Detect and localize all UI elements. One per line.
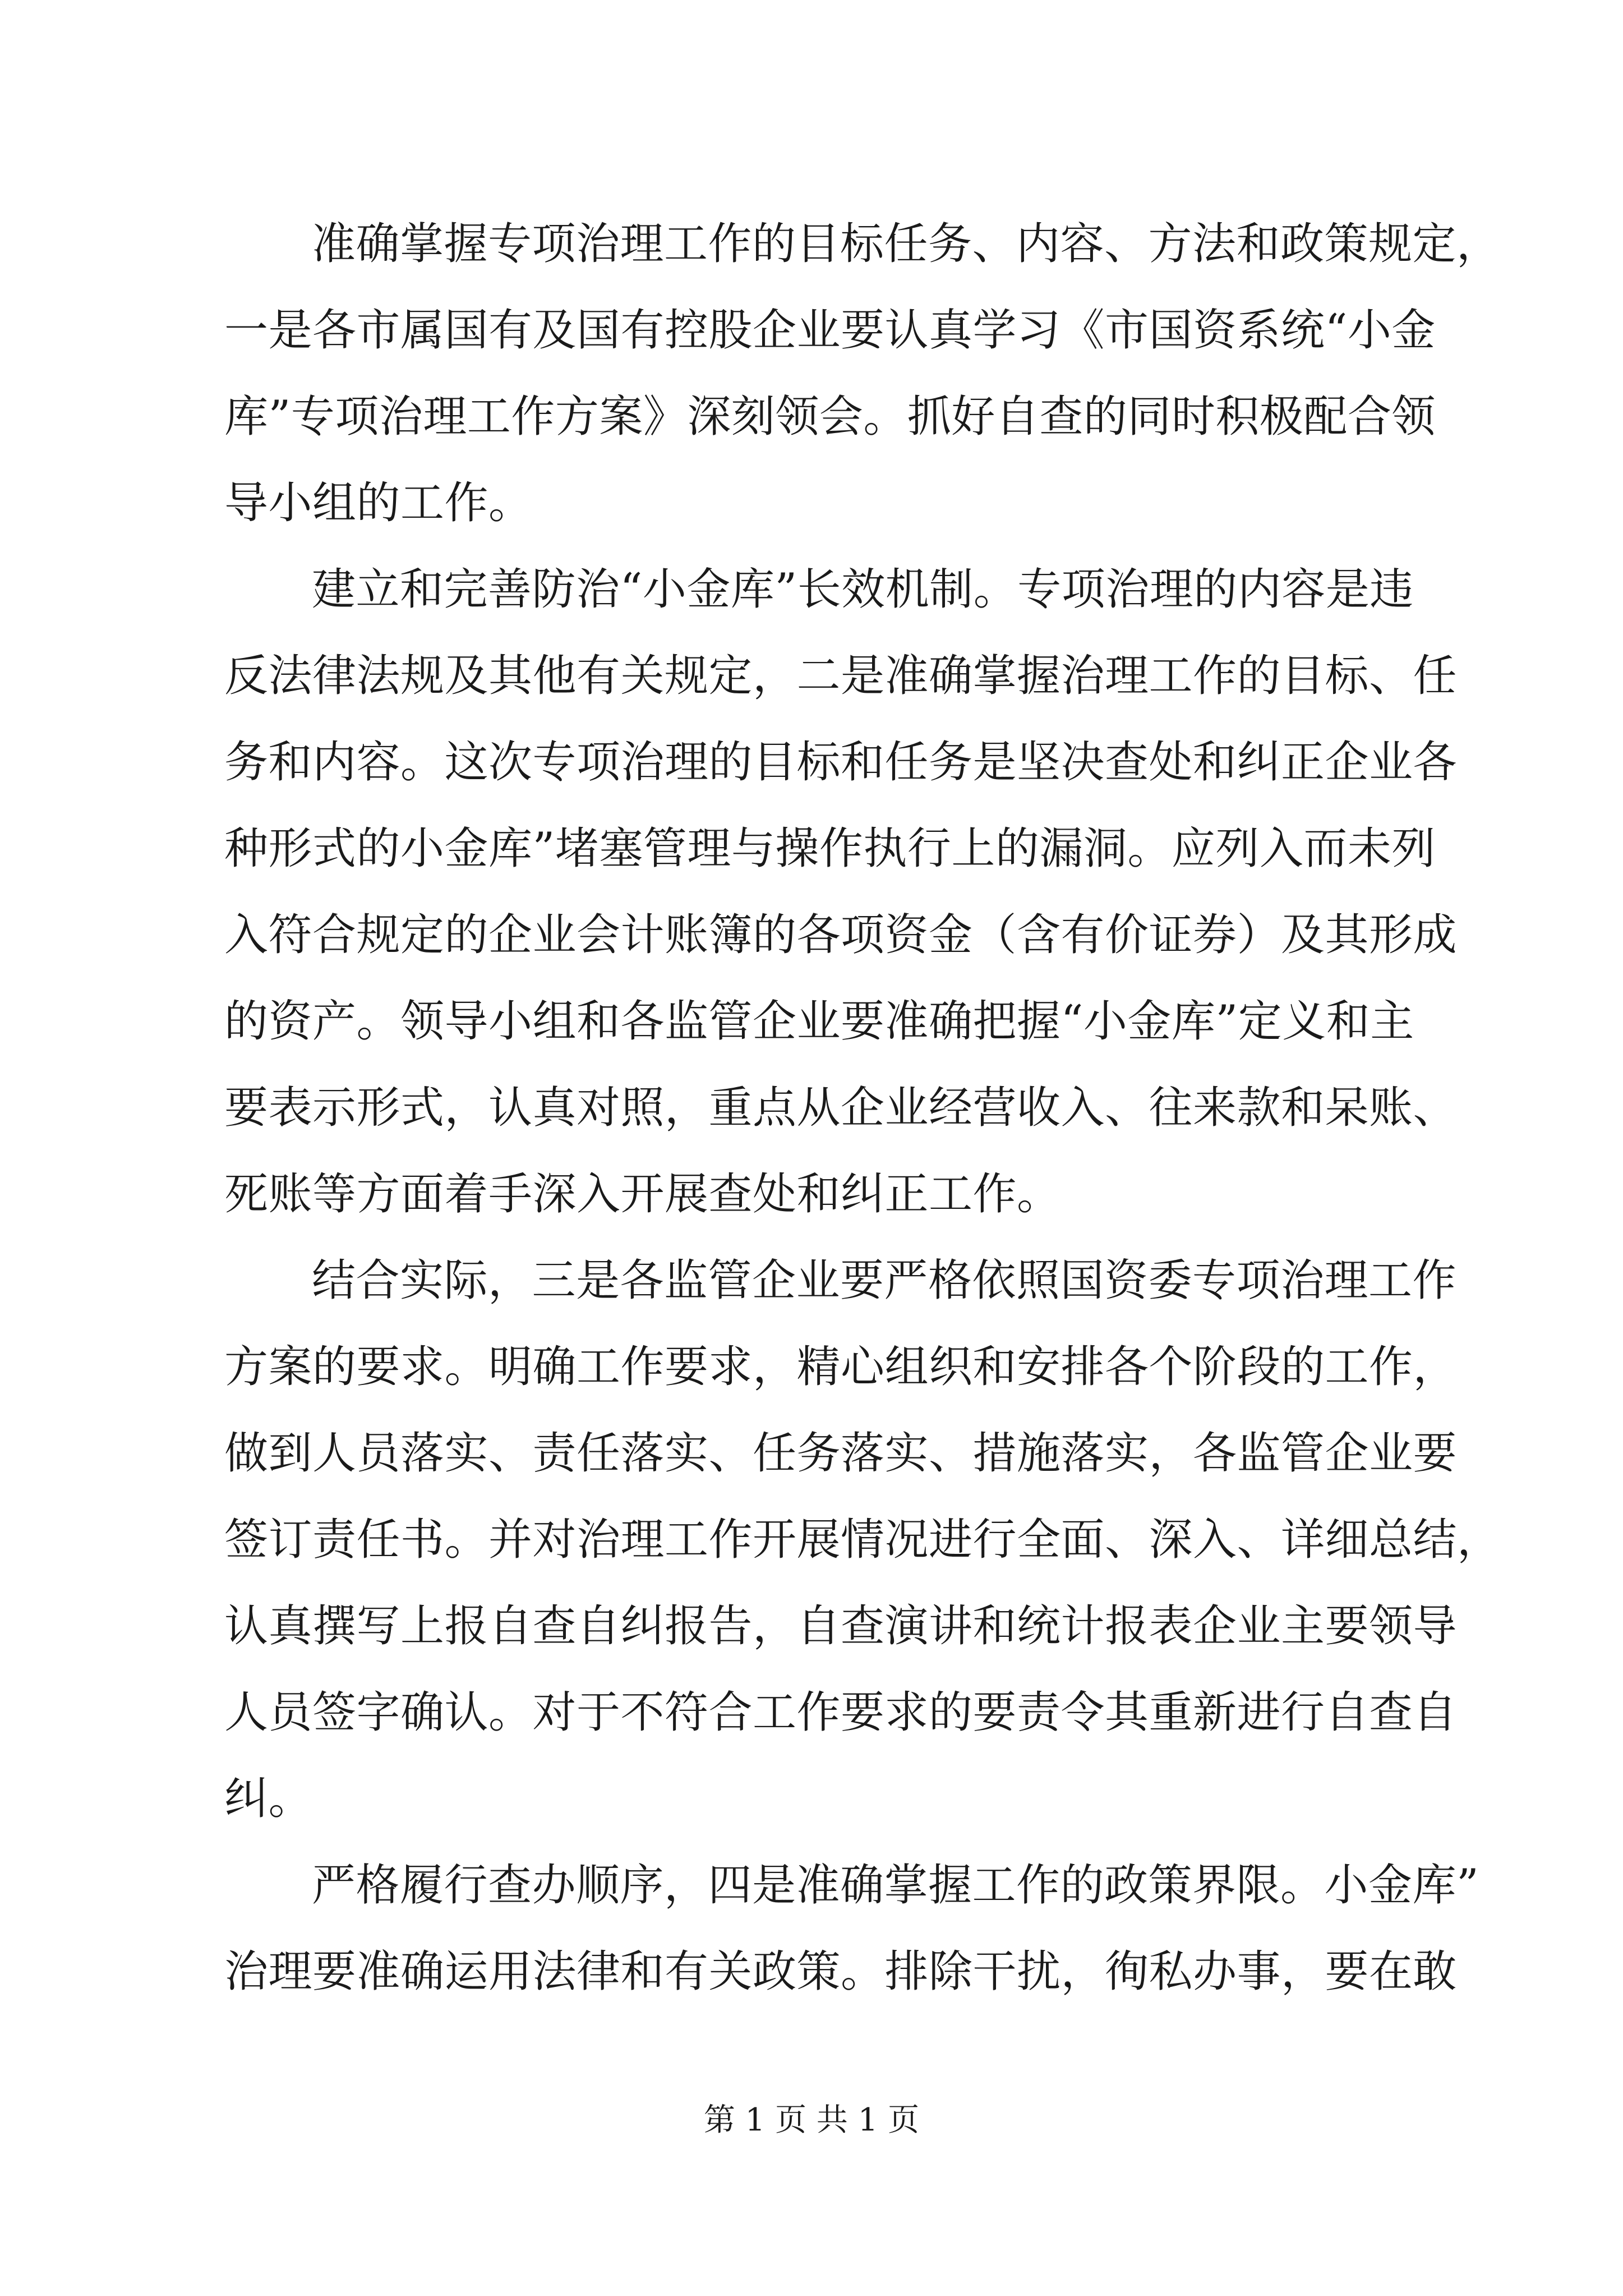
text-line: 务和内容。这次专项治理的目标和任务是坚决查处和纠正企业各 [224, 737, 1458, 788]
text-line: 签订责任书。并对治理工作开展情况进行全面、深入、详细总结， [224, 1515, 1501, 1565]
text-line: 纠。 [224, 1774, 313, 1824]
text-line: 反法律法规及其他有关规定，二是准确掌握治理工作的目标、任 [224, 651, 1458, 701]
text-line: 治理要准确运用法律和有关政策。排除干扰，徇私办事，要在敢 [224, 1947, 1458, 1997]
text-line: 准确掌握专项治理工作的目标任务、内容、方法和政策规定， [312, 219, 1501, 269]
text-line: 要表示形式，认真对照，重点从企业经营收入、往来款和呆账、 [224, 1083, 1458, 1133]
text-line: 导小组的工作。 [224, 478, 533, 528]
text-line: 做到人员落实、责任落实、任务落实、措施落实，各监管企业要 [224, 1428, 1458, 1479]
text-line: 建立和完善防治“小金库”长效机制。专项治理的内容是违 [312, 564, 1414, 615]
text-line: 结合实际，三是各监管企业要严格依照国资委专项治理工作 [312, 1255, 1457, 1306]
text-line: 方案的要求。明确工作要求，精心组织和安排各个阶段的工作， [224, 1342, 1458, 1392]
text-line: 死账等方面着手深入开展查处和纠正工作。 [224, 1169, 1061, 1220]
text-line: 入符合规定的企业会计账簿的各项资金（含有价证券）及其形成 [224, 910, 1458, 960]
page-footer: 第 1 页 共 1 页 [703, 2102, 920, 2138]
document-body [224, 201, 1501, 2015]
text-line: 种形式的小金库”堵塞管理与操作执行上的漏洞。应列入而未列 [224, 823, 1436, 874]
text-line: 一是各市属国有及国有控股企业要认真学习《市国资系统“小金 [224, 305, 1436, 356]
text-line: 人员签字确认。对于不符合工作要求的要责令其重新进行自查自 [224, 1687, 1458, 1738]
text-line: 严格履行查办顺序，四是准确掌握工作的政策界限。小金库” [312, 1860, 1479, 1911]
text-line: 认真撰写上报自查自纠报告，自查演讲和统计报表企业主要领导 [224, 1601, 1458, 1651]
text-line: 的资产。领导小组和各监管企业要准确把握“小金库”定义和主 [224, 996, 1414, 1047]
text-line: 库”专项治理工作方案》深刻领会。抓好自查的同时积极配合领 [224, 392, 1436, 442]
